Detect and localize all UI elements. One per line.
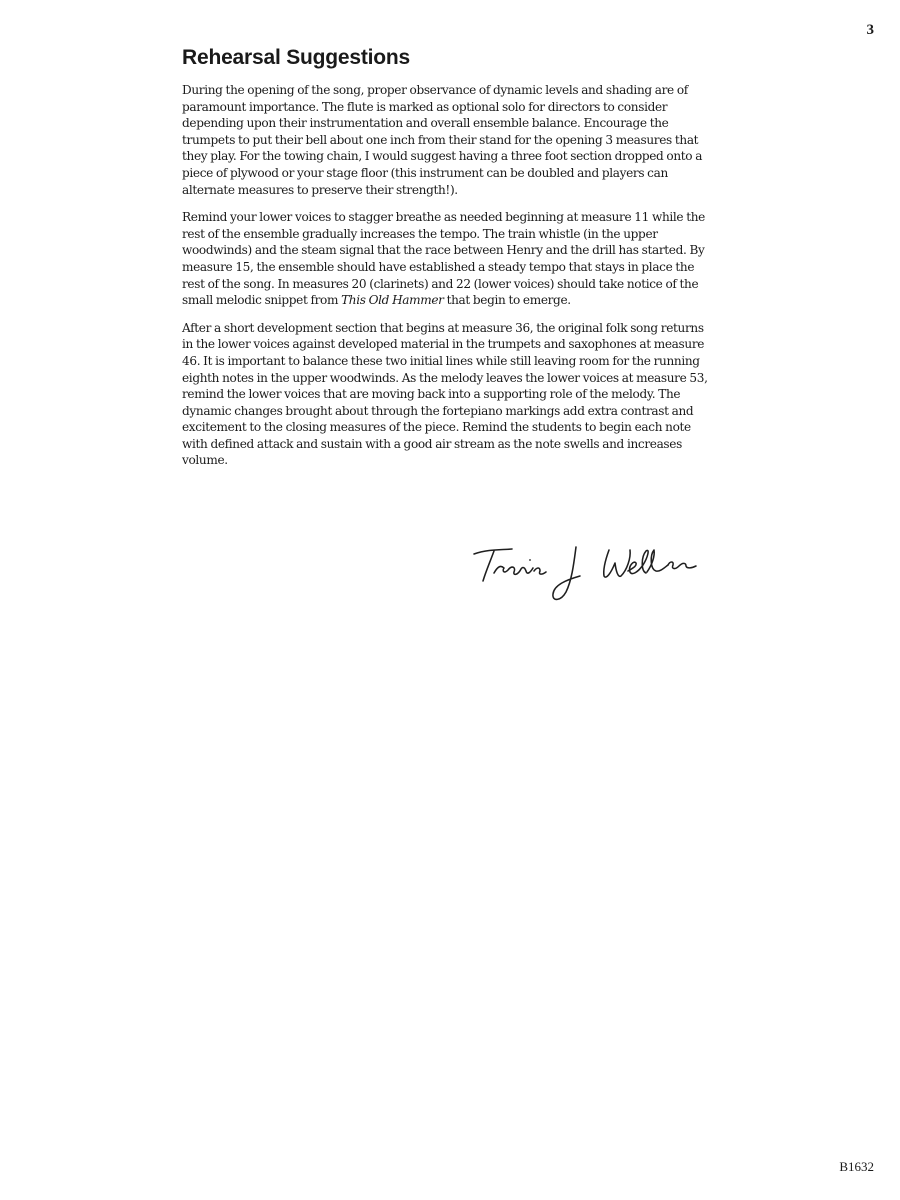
paragraph-opening: During the opening of the song, proper observance of dynamic levels and shading are of paramount importance. The flute is marked as optional solo for directors to consider depending upon their instrumentation and overall ensemble balance. Encourage the trumpets to put their bell about one inch from their stand for the opening 3 measures that they play. For the towing chain, I would suggest having a three foot section dropped onto a piece of plywood or your stage floor (this instrument can be doubled and players can alternate measures to preserve their strength!). xyxy=(182,83,703,197)
paragraph-tempo-text-before: Remind your lower voices to stagger breathe as needed beginning at measure 11 while the rest of the ensemble gradually increases the tempo. The train whistle (in the upper woodwinds) and the steam signal that the race between Henry and the drill has started. By measure 15, the ensemble should have established a steady tempo that stays in place the rest of the song. In measures 20 (clarinets) and 22 (lower voices) should take notice of the small melodic snippet from xyxy=(182,210,705,308)
rehearsal-suggestions-section xyxy=(182,46,710,480)
song-title-reference: This Old Hammer xyxy=(341,293,444,308)
paragraph-tempo xyxy=(182,209,710,309)
handwritten-signature xyxy=(470,538,720,608)
publication-code: B1632 xyxy=(839,1159,874,1174)
paragraph-tempo-text-after: that begin to emerge. xyxy=(443,293,571,308)
page-number: 3 xyxy=(866,22,874,38)
paragraph-development: After a short development section that begins at measure 36, the original folk song returns in the lower voices against developed material in the trumpets and saxophones at measure 46. It is important to balance these two initial lines while still leaving room for the running eighth notes in the upper woodwinds. As the melody leaves the lower voices at measure 53, remind the lower voices that are moving back into a supporting role of the melody. The dynamic changes brought about through the fortepiano markings add extra contrast and excitement to the closing measures of the piece. Remind the students to begin each note with defined attack and sustain with a good air stream as the note swells and increases volume. xyxy=(182,320,708,468)
page-title: Rehearsal Suggestions xyxy=(182,46,411,69)
